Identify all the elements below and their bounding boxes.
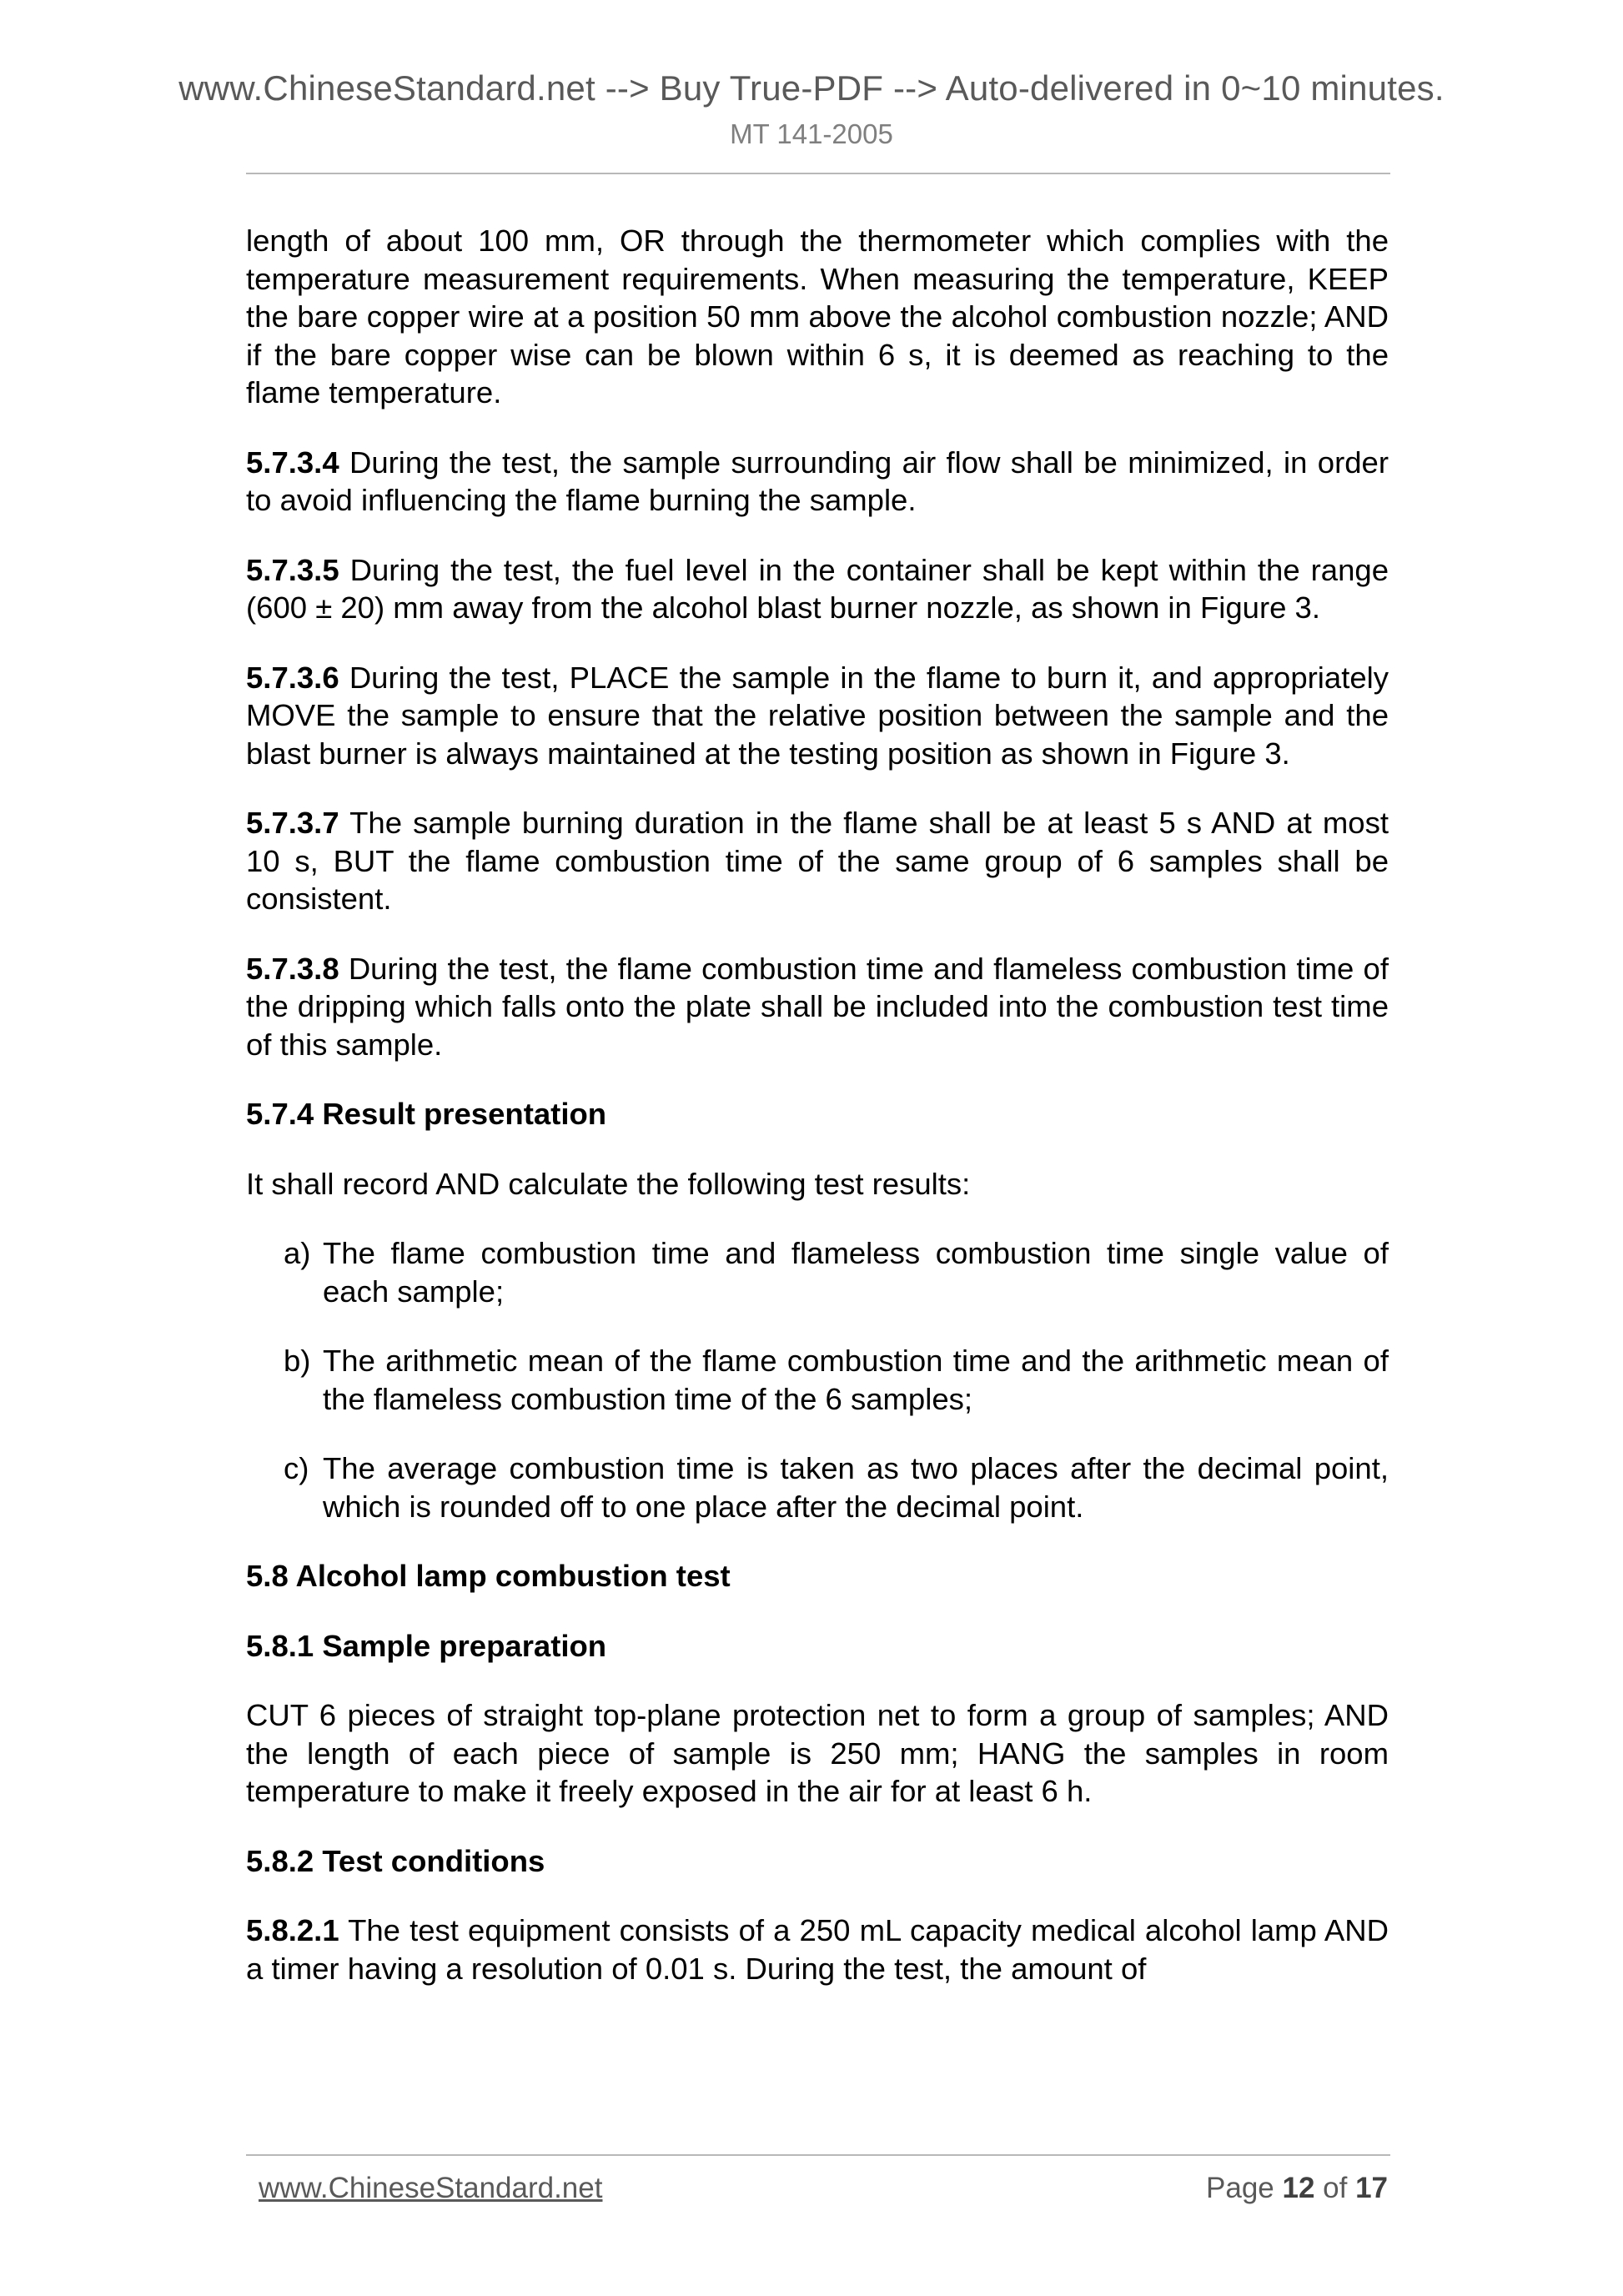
clause-number: 5.7.3.5 (246, 552, 339, 587)
list-item-label: c) (284, 1451, 309, 1485)
total-pages: 17 (1355, 2172, 1388, 2204)
list-item-label: b) (284, 1344, 311, 1378)
list-item (246, 1234, 1389, 1310)
clause-5-7-3-8 (246, 950, 1389, 1064)
clause-text: During the test, the fuel level in the container shall be kept within the range (600 ± 20) mm away from the alcohol blast burner nozzle, as shown in Figure 3. (246, 552, 1389, 625)
clause-text: The test equipment consists of a 250 mL capacity medical alcohol lamp AND a timer having a resolution of 0.01 s. During the test, the amount of (246, 1913, 1389, 1986)
footer-divider (246, 2154, 1390, 2156)
clause-5-8-2-1 (246, 1912, 1389, 1987)
clause-text: During the test, PLACE the sample in the flame to burn it, and appropriately MOVE the sample to ensure that the relative position between the sample and the blast burner is always maintained at the testing position as shown in Figure 3. (246, 660, 1389, 771)
heading-5-8-1: 5.8.1 Sample preparation (246, 1628, 607, 1663)
heading-5-8: 5.8 Alcohol lamp combustion test (246, 1559, 731, 1593)
clause-text: The sample burning duration in the flame shall be at least 5 s AND at most 10 s, BUT the flame combustion time of the same group of 6 samples shall be consistent. (246, 806, 1389, 916)
paragraph-5-8-1: CUT 6 pieces of straight top-plane protection net to form a group of samples; AND the length of each piece of sample is 250 mm; HANG the samples in room temperature to make it freely exposed in the air for at least 6 h. (246, 1698, 1389, 1808)
heading-5-8-2: 5.8.2 Test conditions (246, 1843, 545, 1878)
list-item (246, 1342, 1389, 1418)
clause-5-7-3-4 (246, 444, 1389, 520)
header-standard-number: MT 141-2005 (730, 118, 893, 149)
clause-number: 5.8.2.1 (246, 1913, 339, 1947)
clause-5-7-3-6 (246, 659, 1389, 773)
of-label: of (1314, 2172, 1356, 2204)
clause-number: 5.7.3.4 (246, 445, 339, 480)
list-item-text: The flame combustion time and flameless combustion time single value of each sample; (323, 1236, 1389, 1309)
list-item-label: a) (284, 1236, 311, 1270)
clause-number: 5.7.3.6 (246, 660, 339, 695)
paragraph-5-7-4: It shall record AND calculate the following test results: (246, 1166, 971, 1201)
clause-number: 5.7.3.7 (246, 806, 339, 840)
header-banner: www.ChineseStandard.net --> Buy True-PDF --> Auto-delivered in 0~10 minutes. (178, 68, 1445, 108)
clause-5-7-3-7 (246, 804, 1389, 918)
page-label: Page (1206, 2172, 1283, 2204)
clause-5-7-3-5 (246, 551, 1389, 627)
clause-text: During the test, the flame combustion time and flameless combustion time of the dripping which falls onto the plate shall be included into the combustion test time of this sample. (246, 951, 1389, 1062)
body-content (246, 222, 1389, 1987)
list-item-text: The average combustion time is taken as two places after the decimal point, which is rounded off to one place after the decimal point. (323, 1451, 1389, 1524)
paragraph-continued: length of about 100 mm, OR through the thermometer which complies with the temperature measurement requirements. When measuring the temperature, KEEP the bare copper wire at a position 50 mm above the alcohol combustion nozzle; AND if the bare copper wise can be blown within 6 s, it is deemed as reaching to the flame temperature. (246, 224, 1389, 409)
page-number (1206, 2172, 1388, 2205)
footer-website-link[interactable]: www.ChineseStandard.net (259, 2172, 603, 2204)
list-item-text: The arithmetic mean of the flame combustion time and the arithmetic mean of the flameless combustion time of the 6 samples; (323, 1344, 1389, 1416)
heading-5-7-4: 5.7.4 Result presentation (246, 1097, 607, 1131)
header-divider (246, 173, 1390, 174)
current-page: 12 (1282, 2172, 1315, 2204)
clause-number: 5.7.3.8 (246, 951, 339, 986)
clause-text: During the test, the sample surrounding air flow shall be minimized, in order to avoid influencing the flame burning the sample. (246, 445, 1389, 517)
list-item (246, 1449, 1389, 1525)
